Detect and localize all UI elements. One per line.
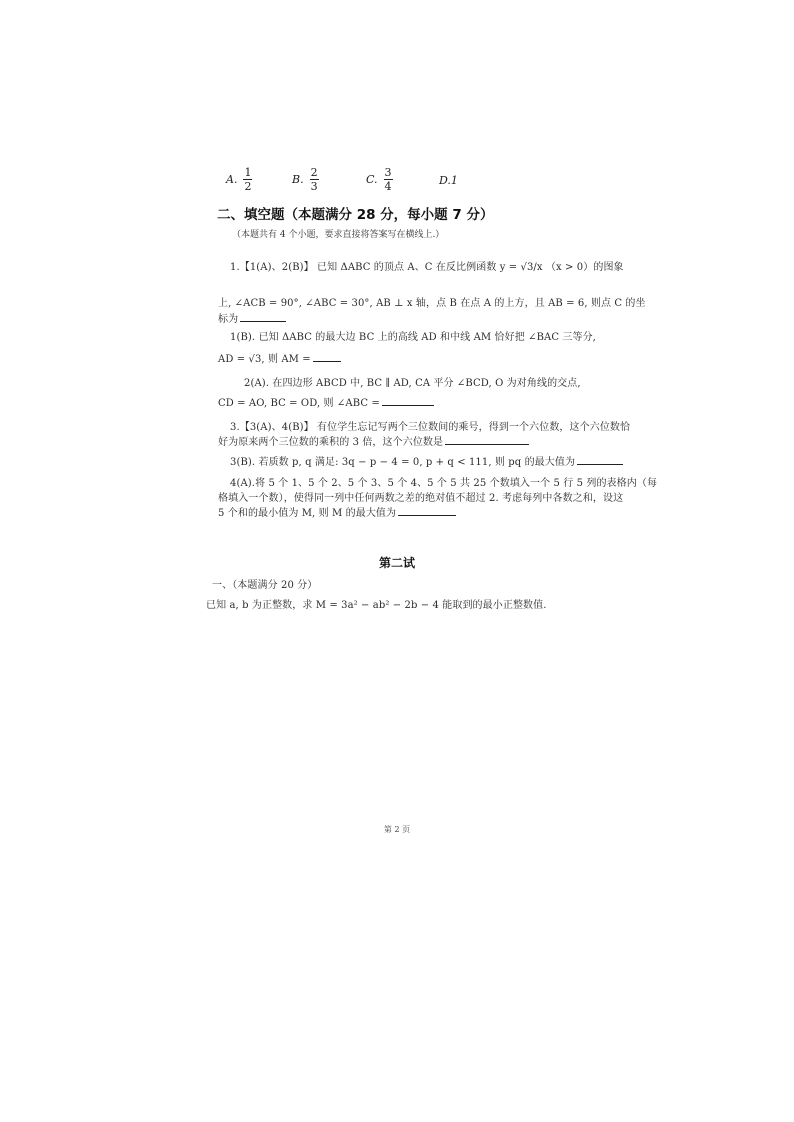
option-fraction — [243, 166, 252, 193]
problem-line: 格填入一个数），使得同一列中任何两数之差的绝对值不超过 2. 考虑每列中各数之和，设这 — [218, 493, 624, 504]
problem-line: 上, ∠ACB = 90°, ∠ABC = 30°, AB ⊥ x 轴，点 B 在点 A 的上方，且 AB = 6, 则点 C 的坐 — [218, 298, 646, 309]
answer-blank[interactable] — [240, 311, 286, 322]
problem-line: 3.【3(A)、4(B)】 有位学生忘记写两个三位数间的乘号，得到一个六位数，这个六位数恰 — [230, 422, 631, 433]
option-b — [292, 166, 319, 193]
answer-blank[interactable] — [382, 395, 434, 406]
option-letter: A. — [226, 173, 238, 186]
option-letter: C. — [366, 173, 378, 186]
question-header: 一、（本题满分 20 分） — [212, 580, 318, 591]
problem-text: AD = √3, 则 AM = — [218, 354, 311, 365]
answer-blank[interactable] — [577, 454, 623, 465]
answer-blank[interactable] — [313, 351, 341, 362]
answer-blank[interactable] — [445, 434, 529, 445]
problem-line: 1.【1(A)、2(B)】 已知 ΔABC 的顶点 A、C 在反比例函数 y = √3/x （x > 0）的图象 — [230, 262, 624, 273]
problem-line — [218, 504, 456, 519]
option-a — [226, 166, 252, 193]
section-title: 二、填空题（本题满分 28 分，每小题 7 分） — [217, 207, 494, 223]
fraction-denominator: 2 — [244, 180, 252, 193]
fraction-numerator: 2 — [310, 166, 318, 179]
problem-text: 好为原来两个三位数的乘积的 3 倍，这个六位数是 — [218, 437, 444, 448]
question-text: 已知 a, b 为正整数，求 M = 3a² − ab² − 2b − 4 能取到的最小正整数值. — [206, 600, 547, 611]
fraction-numerator: 1 — [244, 166, 252, 179]
option-c — [366, 166, 393, 193]
problem-text: 5 个和的最小值为 M, 则 M 的最大值为 — [218, 508, 397, 519]
fraction-numerator: 3 — [384, 166, 392, 179]
part-two-title: 第二试 — [378, 556, 415, 570]
fraction-denominator: 4 — [384, 180, 392, 193]
problem-line — [230, 453, 623, 468]
problem-line: 1(B). 已知 ΔABC 的最大边 BC 上的高线 AD 和中线 AM 恰好把 ∠BAC 三等分, — [230, 332, 596, 343]
problem-line — [218, 394, 434, 409]
option-d — [439, 174, 458, 187]
problem-text: 标为 — [218, 314, 239, 325]
problem-line — [218, 350, 341, 365]
problem-line: 4(A).将 5 个 1、5 个 2、5 个 3、5 个 4、5 个 5 共 25 个数填入一个 5 行 5 列的表格内（每 — [230, 478, 658, 489]
option-letter: B. — [292, 173, 304, 186]
section-note: （本题共有 4 个小题，要求直接将答案写在横线上.） — [232, 230, 445, 240]
problem-line — [218, 433, 529, 448]
option-fraction — [384, 166, 393, 193]
problem-line: 2(A). 在四边形 ABCD 中, BC ∥ AD, CA 平分 ∠BCD, O 为对角线的交点, — [244, 378, 581, 389]
problem-text: 3(B). 若质数 p, q 满足: 3q − p − 4 = 0, p + q < 111, 则 pq 的最大值为 — [230, 457, 576, 468]
fraction-denominator: 3 — [310, 180, 318, 193]
problem-line — [218, 310, 286, 325]
option-fraction — [310, 166, 319, 193]
answer-blank[interactable] — [398, 505, 456, 516]
problem-text: CD = AO, BC = OD, 则 ∠ABC = — [218, 398, 380, 409]
page-number: 第 2 页 — [383, 825, 411, 834]
option-letter: D.1 — [439, 174, 458, 187]
